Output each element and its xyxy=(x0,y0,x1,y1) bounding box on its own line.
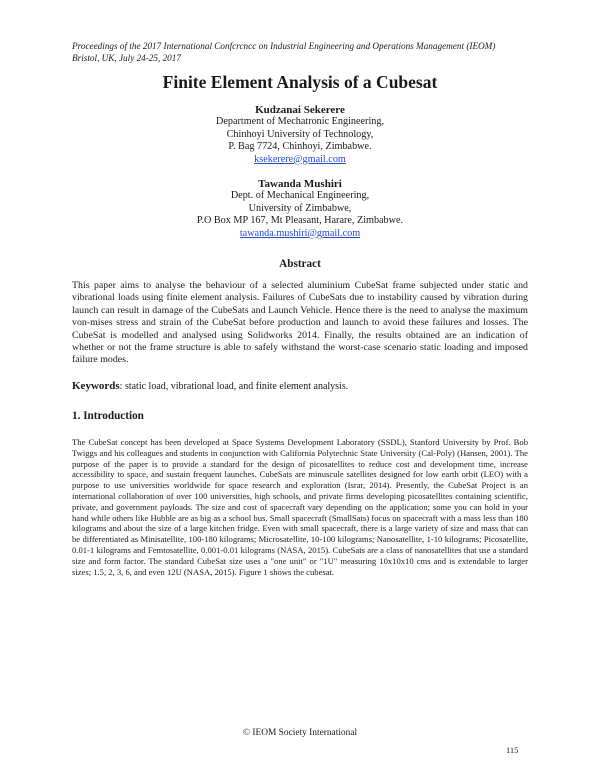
introduction-heading: 1. Introduction xyxy=(72,410,144,422)
author-name: Kudzanai Sekerere xyxy=(255,104,345,116)
keywords-text: : static load, vibrational load, and finite element analysis. xyxy=(119,381,349,392)
author-block xyxy=(0,104,600,240)
page-number: 115 xyxy=(506,745,519,755)
author-affiliation-line: Dept. of Mechanical Engineering, xyxy=(230,190,370,202)
paper-title: Finite Element Analysis of a Cubesat xyxy=(162,72,438,92)
copyright-footer: © IEOM Society International xyxy=(242,728,358,738)
author-affiliation-line: Department of Mechatronic Engineering, xyxy=(215,116,385,128)
author-address: P.O Box MP 167, Mt Pleasant, Harare, Zimbabwe. xyxy=(196,215,404,227)
author-affiliation-line: University of Zimbabwe, xyxy=(248,202,352,214)
abstract-heading: Abstract xyxy=(279,258,321,270)
header-line-1: Proceedings of the 2017 International Confcrcncc on Industrial Engineering and Operations Management (IEOM) xyxy=(72,41,496,51)
keywords-line xyxy=(72,380,528,392)
author-1 xyxy=(0,104,600,166)
header-line-2: Bristol, UK, July 24-25, 2017 xyxy=(72,53,181,63)
author-email-link[interactable]: tawanda.mushiri@gmail.com xyxy=(239,227,361,239)
proceedings-header xyxy=(72,40,542,64)
abstract-text: This paper aims to analyse the behaviour of a selected aluminium CubeSat frame subjected under static and vibrational loads using finite element analysis. Failures of CubeSats due to instability caused by vibration during launch can result in damage of the CubeSats and Launch Vehicle. Hence there is the need to analyse the maximum von-mises stress and strain of the CubeSat before production and launch to avoid these failures and losses. The CubeSat is modelled and analysed using Solidworks 2014. Finally, the results obtained are an indication of whether or not the frame structure is able to safely withstand the worst-case scenario static loading and imposed failure modes. xyxy=(72,280,528,366)
author-2 xyxy=(0,178,600,240)
author-name: Tawanda Mushiri xyxy=(258,178,342,191)
author-affiliation-line: Chinhoyi University of Technology, xyxy=(226,128,374,140)
author-address: P. Bag 7724, Chinhoyi, Zimbabwe. xyxy=(228,141,372,153)
author-email-link[interactable]: ksekerere@gmail.com xyxy=(254,153,346,165)
introduction-text: The CubeSat concept has been developed at Space Systems Development Laboratory (SSDL), Stanford University by Prof. Bob Twiggs and his colleagues and students in conjunction with California Polytechnic State University (Cal-Poly) (Hansen, 2001). The purpose of the paper is to provide a standard for the design of picosatellites to reduce cost and development time, increase accessibility to space, and sustain frequent launches. CubeSats are minuscule satellites designed for low earth orbit (LEO) with a purpose to use universities worldwide for space research and exploration (Israr, 2014). Presently, the CubeSat Project is an international collaboration of over 100 universities, high schools, and private firms developing picosatellites containing scientific, private, and government payloads. The size and cost of spacecraft vary depending on the application; some you can hold in your hand while others like Hubble are as big as a school bus. Small spacecraft (SmallSats) focus on spacecraft with a mass less than 180 kilograms and about the size of a large kitchen fridge. Even with small spacecraft, there is a large variety of size and mass that can be differentiated as Minisatellite, 100-180 kilograms; Microsatellite, 10-100 kilograms; Nanosatellite, 1-10 kilograms; Picosatellite, 0.01-1 kilograms and Femtosatellite, 0.001-0.01 kilograms (NASA, 2015). CubeSats are a class of nanosatellites that use a standard size and form factor. The standard CubeSat size uses a "one unit" or "1U" measuring 10x10x10 cms and is extendable to larger sizes; 1.5, 2, 3, 6, and even 12U (NASA, 2015). Figure 1 shows the cubesat. xyxy=(72,437,528,577)
keywords-label: Keywords xyxy=(72,380,120,392)
